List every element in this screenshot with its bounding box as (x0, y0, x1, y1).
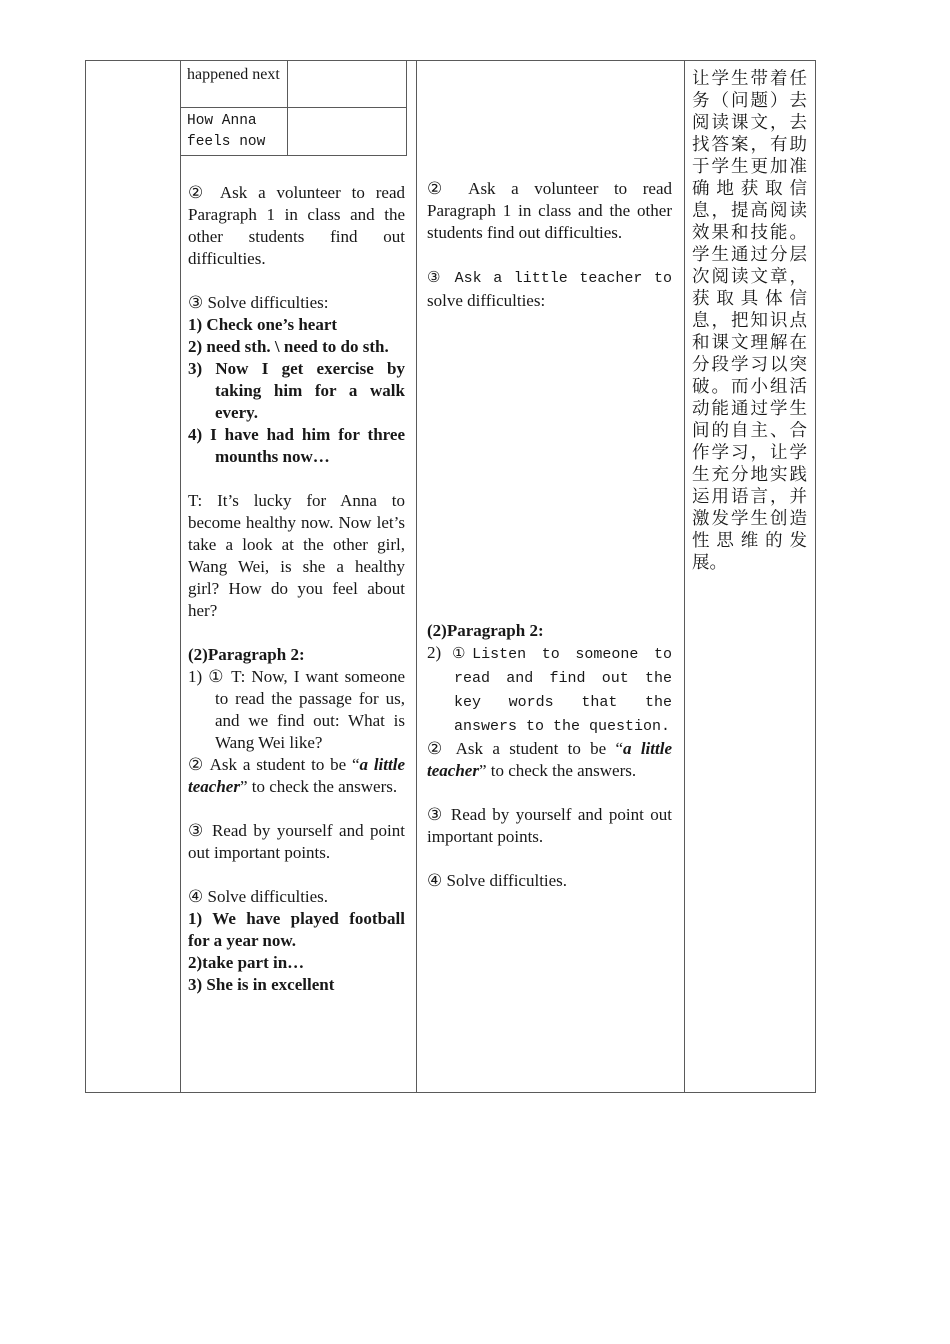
paragraph-little-teacher (188, 754, 405, 798)
chart-cell-value (288, 61, 407, 108)
list-item: 3) She is in excellent (188, 975, 335, 994)
text-segment-mono: ③ Ask a little teacher to (427, 270, 672, 287)
paragraph-teacher-talk: T: It’s lucky for Anna to become healthy now. Now let’s take a look at the other girl, Wang Wei, is she a healthy girl? How do you feel about her? (188, 491, 405, 620)
emphasis-little-teacher: a little teacher (188, 755, 405, 796)
table-column-teaching-steps-left (181, 61, 417, 1092)
paragraph-ask-volunteer: ② Ask a volunteer to read Paragraph 1 in class and the other students find out difficulties. (188, 183, 405, 268)
list-item: 1) We have played football for a year now. (188, 909, 405, 950)
table-row (181, 108, 407, 156)
paragraph-read-yourself: ③ Read by yourself and point out important points. (427, 805, 672, 846)
table-column-purpose (685, 61, 814, 1092)
list-number: 1) (188, 667, 203, 686)
cell-content (181, 156, 416, 996)
text-segment: solve difficulties: (427, 291, 546, 310)
list-item: 3) Now I get exercise by taking him for a walk every. (188, 359, 405, 422)
list-text-mono: ①Listen to someone to read and find out the key words that the answers to the question. (452, 646, 672, 735)
list-item: 1) Check one’s heart (188, 315, 338, 334)
cell-content (685, 61, 814, 573)
cell-content (417, 61, 684, 892)
text-segment: ” to check the answers. (478, 761, 637, 780)
purpose-note-chinese: 让学生带着任务（问题）去阅读课文，去找答案，有助于学生更加准确地获取信息，提高阅读效果和技能。学生通过分层次阅读文章，获取具体信息，把知识点和课文理解在分段学习以突破。而小组活动能通过学生间的自主、合作学习，让学生充分地实践运用语言，并激发学生创造性思维的发展。 (692, 68, 807, 572)
list-item: 2) need sth. \ need to do sth. (188, 337, 389, 356)
emphasis-little-teacher: a little teacher (427, 739, 672, 780)
table-row (181, 61, 407, 108)
heading-solve-difficulties: ③ Solve difficulties: (188, 293, 329, 312)
chart-cell-label: How Anna feels now (181, 108, 288, 156)
paragraph-little-teacher-solve (427, 266, 672, 312)
paragraph-solve-difficulties: ④ Solve difficulties. (427, 871, 568, 890)
list-number: 2) (427, 643, 442, 662)
heading-paragraph-2: (2)Paragraph 2: (427, 621, 544, 640)
table-column-blank (86, 61, 181, 1092)
vertical-spacer (427, 312, 672, 620)
paragraph-ask-volunteer: ② Ask a volunteer to read Paragraph 1 in class and the other students find out difficulties. (427, 179, 672, 242)
lesson-plan-table (85, 60, 816, 1093)
paragraph-little-teacher (427, 738, 672, 782)
paragraph-read-yourself: ③ Read by yourself and point out important points. (188, 821, 405, 862)
table-column-teaching-steps-right (417, 61, 685, 1092)
text-segment: ② Ask a student to be “ (188, 755, 360, 774)
list-item: 2)take part in… (188, 953, 305, 972)
reading-chart-table (181, 61, 407, 156)
paragraph-read-passage (188, 666, 405, 754)
chart-cell-value (288, 108, 407, 156)
paragraph-solve-difficulties: ④ Solve difficulties. (188, 887, 329, 906)
text-segment: ” to check the answers. (239, 777, 398, 796)
chart-cell-label: happened next (181, 61, 288, 108)
paragraph-listen (427, 642, 672, 738)
list-text: ① T: Now, I want someone to read the passage for us, and we find out: What is Wang Wei like? (208, 667, 405, 752)
list-item: 4) I have had him for three mounths now… (188, 425, 405, 466)
heading-paragraph-2: (2)Paragraph 2: (188, 645, 305, 664)
text-segment: ② Ask a student to be “ (427, 739, 624, 758)
